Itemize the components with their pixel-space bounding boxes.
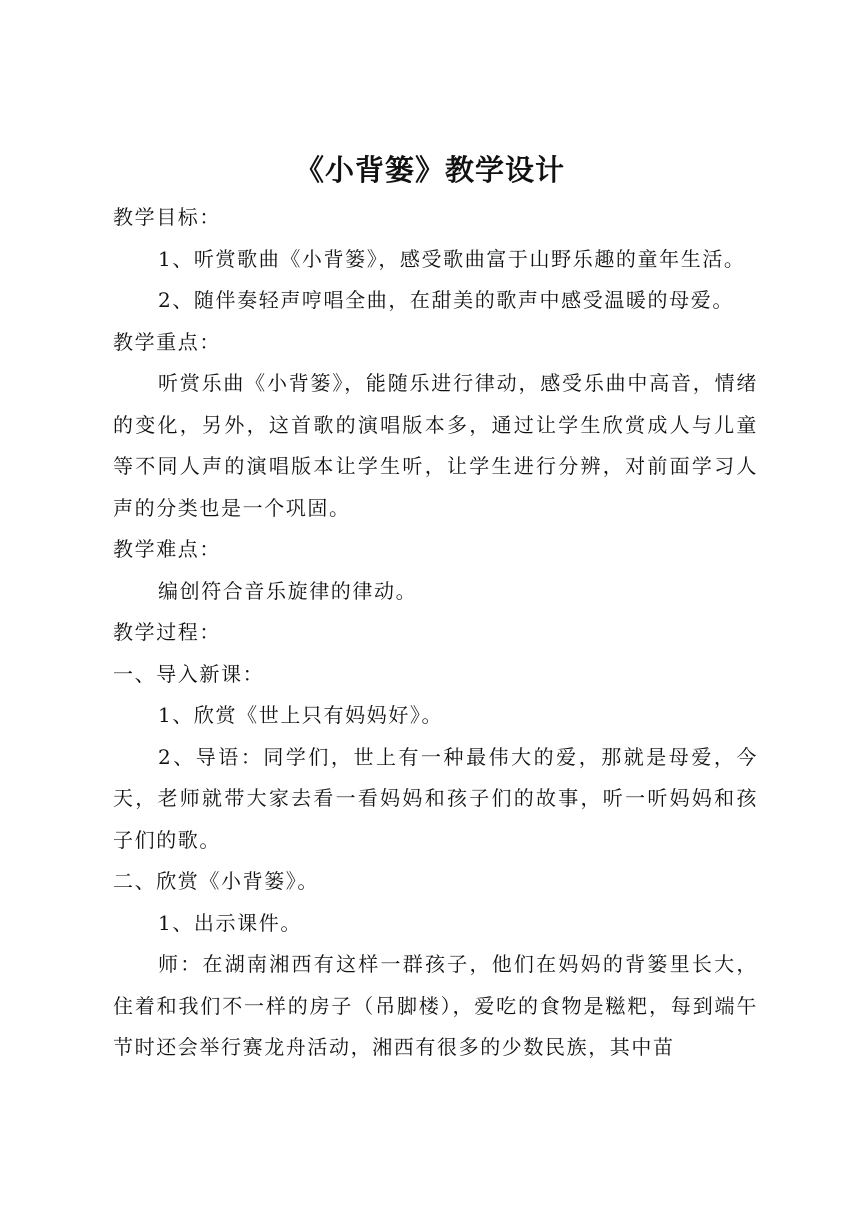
process-heading: 教学过程： (113, 620, 221, 644)
section-1-heading: 一、导入新课： (113, 661, 265, 686)
document-body (113, 197, 758, 1069)
document-title: 《小背篓》教学设计 (294, 153, 565, 187)
difficulty-heading: 教学难点： (113, 537, 221, 561)
difficulty-paragraph: 编创符合音乐旋律的律动。 (158, 578, 418, 603)
section-1-item-2: 2、导语：同学们，世上有一种最伟大的爱，那就是母爱，今天，老师就带大家去看一看妈妈和孩子们的故事，听一听妈妈和孩子们的歌。 (113, 744, 758, 852)
key-points-paragraph: 听赏乐曲《小背篓》，能随乐进行律动，感受乐曲中高音，情绪的变化，另外，这首歌的演唱版本多，通过让学生欣赏成人与儿童等不同人声的演唱版本让学生听，让学生进行分辨，对前面学习人声的分类也是一个巩固。 (113, 371, 758, 520)
section-2-teacher-paragraph: 师：在湖南湘西有这样一群孩子，他们在妈妈的背篓里长大，住着和我们不一样的房子（吊脚楼），爱吃的食物是糍粑，每到端午节时还会举行赛龙舟活动，湘西有很多的少数民族，其中苗 (113, 952, 758, 1059)
objective-item-1: 1、听赏歌曲《小背篓》，感受歌曲富于山野乐趣的童年生活。 (158, 246, 746, 271)
section-2-heading: 二、欣赏《小背篓》。 (113, 869, 319, 893)
objectives-heading: 教学目标： (113, 205, 221, 229)
section-1-item-1: 1、欣赏《世上只有妈妈好》。 (158, 703, 444, 727)
section-2-item-1: 1、出示课件。 (158, 910, 302, 935)
key-points-heading: 教学重点： (113, 329, 221, 354)
objective-item-2: 2、随伴奏轻声哼唱全曲，在甜美的歌声中感受温暖的母爱。 (158, 288, 734, 312)
